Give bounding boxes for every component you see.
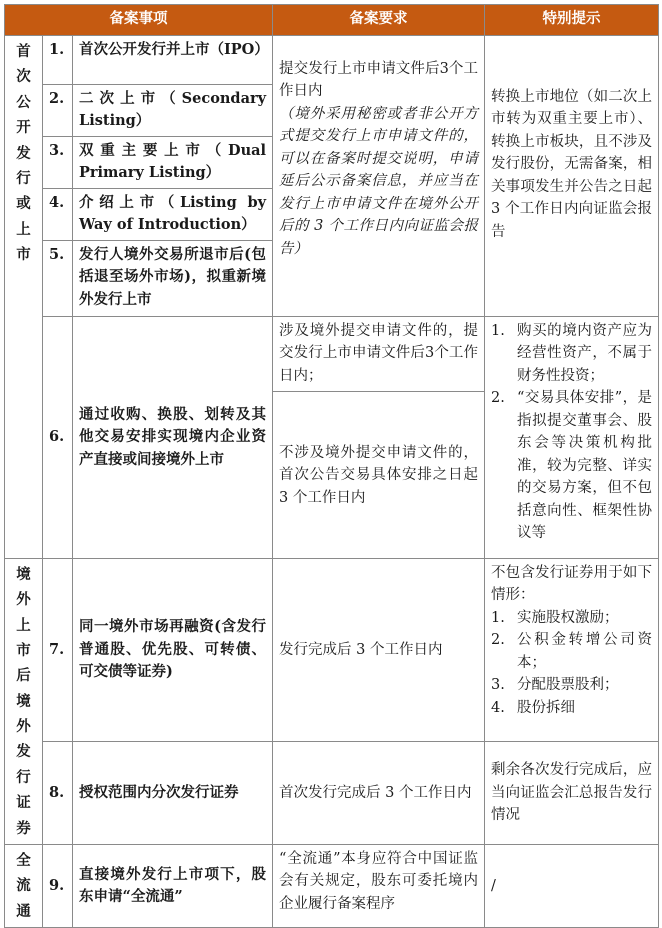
requirement-row6 [273,316,485,558]
requirement-row8: 首次发行完成后 3 个工作日内 [273,741,485,844]
list-item: 1. 实施股权激励； [491,609,619,626]
category-char: 证 [16,794,31,812]
header-item: 备案事项 [5,5,273,36]
row-item: 直接境外发行上市项下，股东申请“全流通” [73,844,273,927]
table-row [5,36,659,85]
notice-row7-intro: 不包含发行证券用于如下情形： [491,564,653,604]
notice-row8: 剩余各次发行完成后，应当向证监会汇总报告发行情况 [485,741,659,844]
row-number: 6. [43,316,73,558]
category-char: 全 [16,851,31,869]
row-item: 二次上市（Secondary Listing） [73,85,273,137]
category-char: 或 [16,195,31,213]
row-item: 授权范围内分次发行证券 [73,741,273,844]
row-number: 5. [43,240,73,316]
table-row [5,316,659,558]
category-char: 发 [16,144,31,162]
table-row [5,558,659,741]
row-number: 3. [43,136,73,188]
category-char: 券 [16,819,31,837]
table-row [5,844,659,927]
category-char: 外 [16,591,31,609]
list-item: 1. 购买的境内资产应为经营性资产，不属于财务性投资； [491,322,653,384]
header-requirement: 备案要求 [273,5,485,36]
category-full-circulation [5,844,43,927]
table-row [5,741,659,844]
category-char: 通 [16,902,31,920]
row-number: 7. [43,558,73,741]
requirement-row6-a: 涉及境外提交申请文件的，提交发行上市申请文件后3个工作日内； [273,317,484,392]
category-char: 外 [16,718,31,736]
requirement-main: 提交发行上市申请文件后3个工作日内 [279,61,479,100]
row-item: 发行人境外交易所退市后(包括退至场外市场)，拟重新境外发行上市 [73,240,273,316]
category-char: 市 [16,246,31,263]
header-notice: 特别提示 [485,5,659,36]
category-follow-on [5,558,43,844]
row-number: 2. [43,85,73,137]
requirement-group-1-5 [273,36,485,317]
notice-group-1-5: 转换上市地位（如二次上市转为双重主要上市）、转换上市板块，且不涉及发行股份，无需备案，相关事项发生并公告之日起 3 个工作日内向证监会报告 [485,36,659,317]
category-char: 开 [16,119,31,137]
category-char: 流 [16,877,31,895]
row-number: 4. [43,188,73,240]
list-item: 3. 分配股票股利； [491,677,619,694]
header-row [5,5,659,36]
row-number: 8. [43,741,73,844]
category-char: 行 [16,768,31,786]
category-char: 上 [16,616,31,634]
category-char: 首 [16,43,31,60]
category-char: 公 [16,93,31,111]
category-char: 后 [16,667,31,685]
category-char: 市 [16,641,31,659]
category-char: 境 [16,692,31,710]
row-item: 同一境外市场再融资(含发行普通股、优先股、可转债、可交债等证券) [73,558,273,741]
category-char: 上 [16,220,31,238]
requirement-row9: “全流通”本身应符合中国证监会有关规定，股东可委托境内企业履行备案程序 [273,844,485,927]
category-char: 境 [16,565,31,583]
notice-row6 [485,316,659,558]
filing-requirements-table [4,4,659,928]
category-first-listing [5,36,43,559]
row-item: 介绍上市（Listing by Way of Introduction） [73,188,273,240]
notice-row9: / [485,844,659,927]
row-item: 通过收购、换股、划转及其他交易安排实现境内企业资产直接或间接境外上市 [73,316,273,558]
requirement-row7: 发行完成后 3 个工作日内 [273,558,485,741]
row-number: 1. [43,36,73,85]
row-number: 9. [43,844,73,927]
row-item: 双重主要上市（Dual Primary Listing） [73,136,273,188]
list-item: 2. “交易具体安排”，是指拟提交董事会、股东会等决策机构批准，较为完整、详实的交易方案，但不包括意向性、框架性协议等 [491,390,653,542]
notice-row7 [485,558,659,741]
requirement-note: （境外采用秘密或者非公开方式提交发行上市申请文件的，可以在备案时提交说明，申请延后公示备案信息，并应当在发行上市申请文件在境外公开后的 3 个工作日内向证监会报告） [279,105,479,257]
requirement-row6-b: 不涉及境外提交申请文件的，首次公告交易具体安排之日起 3 个工作日内 [279,444,479,506]
list-item: 2. 公积金转增公司资本； [491,632,653,671]
category-char: 发 [16,743,31,761]
category-char: 行 [16,169,31,187]
list-item: 4. 股份拆细 [491,699,576,716]
row-item: 首次公开发行并上市（IPO） [73,36,273,85]
category-char: 次 [16,68,31,86]
